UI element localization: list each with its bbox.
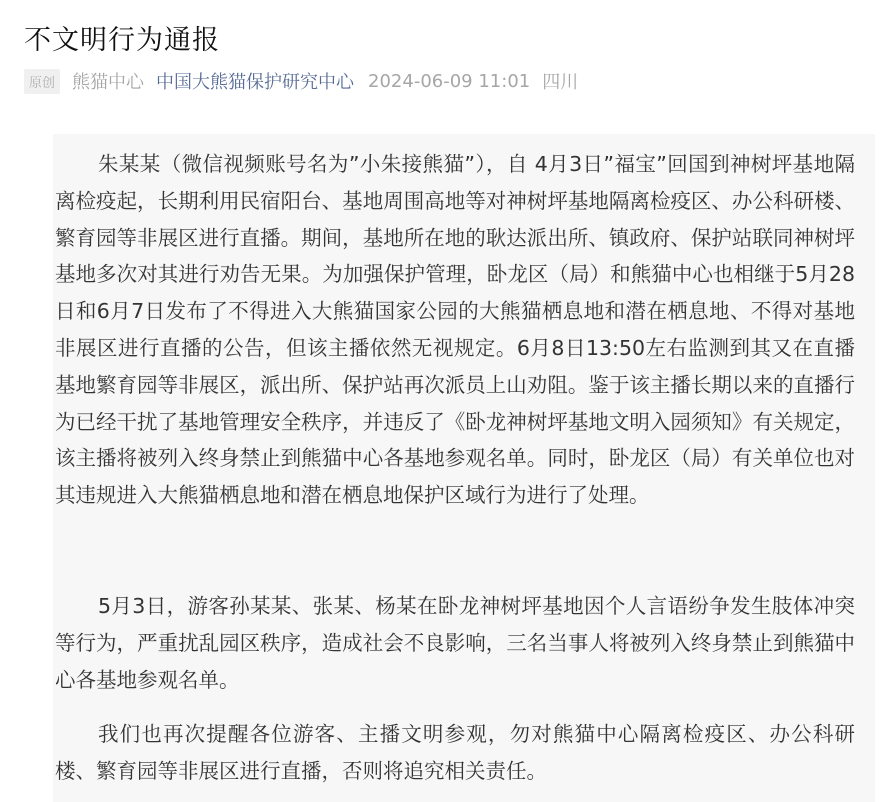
article-title: 不文明行为通报 (24, 25, 220, 56)
paragraph-3: 我们也再次提醒各位游客、主播文明参观，勿对熊猫中心隔离检疫区、办公科研楼、繁育园等非展区进行直播，否则将追究相关责任。 (55, 722, 855, 783)
article-body (53, 134, 875, 802)
publish-location: 四川 (542, 72, 579, 93)
account-name-link[interactable]: 熊猫中心 (72, 72, 145, 93)
paragraph-2: 5月3日，游客孙某某、张某、杨某在卧龙神树坪基地因个人言语纷争发生肢体冲突等行为，严重扰乱园区秩序，造成社会不良影响，三名当事人将被列入终身禁止到熊猫中心各基地参观名单。 (55, 594, 855, 692)
original-badge: 原创 (24, 69, 60, 94)
publish-datetime: 2024-06-09 11:01 (368, 70, 531, 92)
paragraph-1: 朱某某（微信视频账号名为”小朱接熊猫”），自 4月3日”福宝”回国到神树坪基地隔离检疫起，长期利用民宿阳台、基地周围高地等对神树坪基地隔离检疫区、办公科研楼、繁育园等非展区进行直播。期间，基地所在地的耿达派出所、镇政府、保护站联同神树坪基地多次对其进行劝告无果。为加强保护管理，卧龙区（局）和熊猫中心也相继于5月28日和6月7日发布了不得进入大熊猫国家公园的大熊猫栖息地和潜在栖息地、不得对基地非展区进行直播的公告，但该主播依然无视规定。6月8日13:50左右监测到其又在直播基地繁育园等非展区，派出所、保护站再次派员上山劝阻。鉴于该主播长期以来的直播行为已经干扰了基地管理安全秩序，并违反了《卧龙神树坪基地文明入园须知》有关规定，该主播将被列入终身禁止到熊猫中心各基地参观名单。同时，卧龙区（局）有关单位也对其违规进入大熊猫栖息地和潜在栖息地保护区域行为进行了处理。 (55, 152, 855, 508)
organization-link[interactable]: 中国大熊猫保护研究中心 (156, 72, 355, 93)
article-meta (24, 68, 578, 94)
